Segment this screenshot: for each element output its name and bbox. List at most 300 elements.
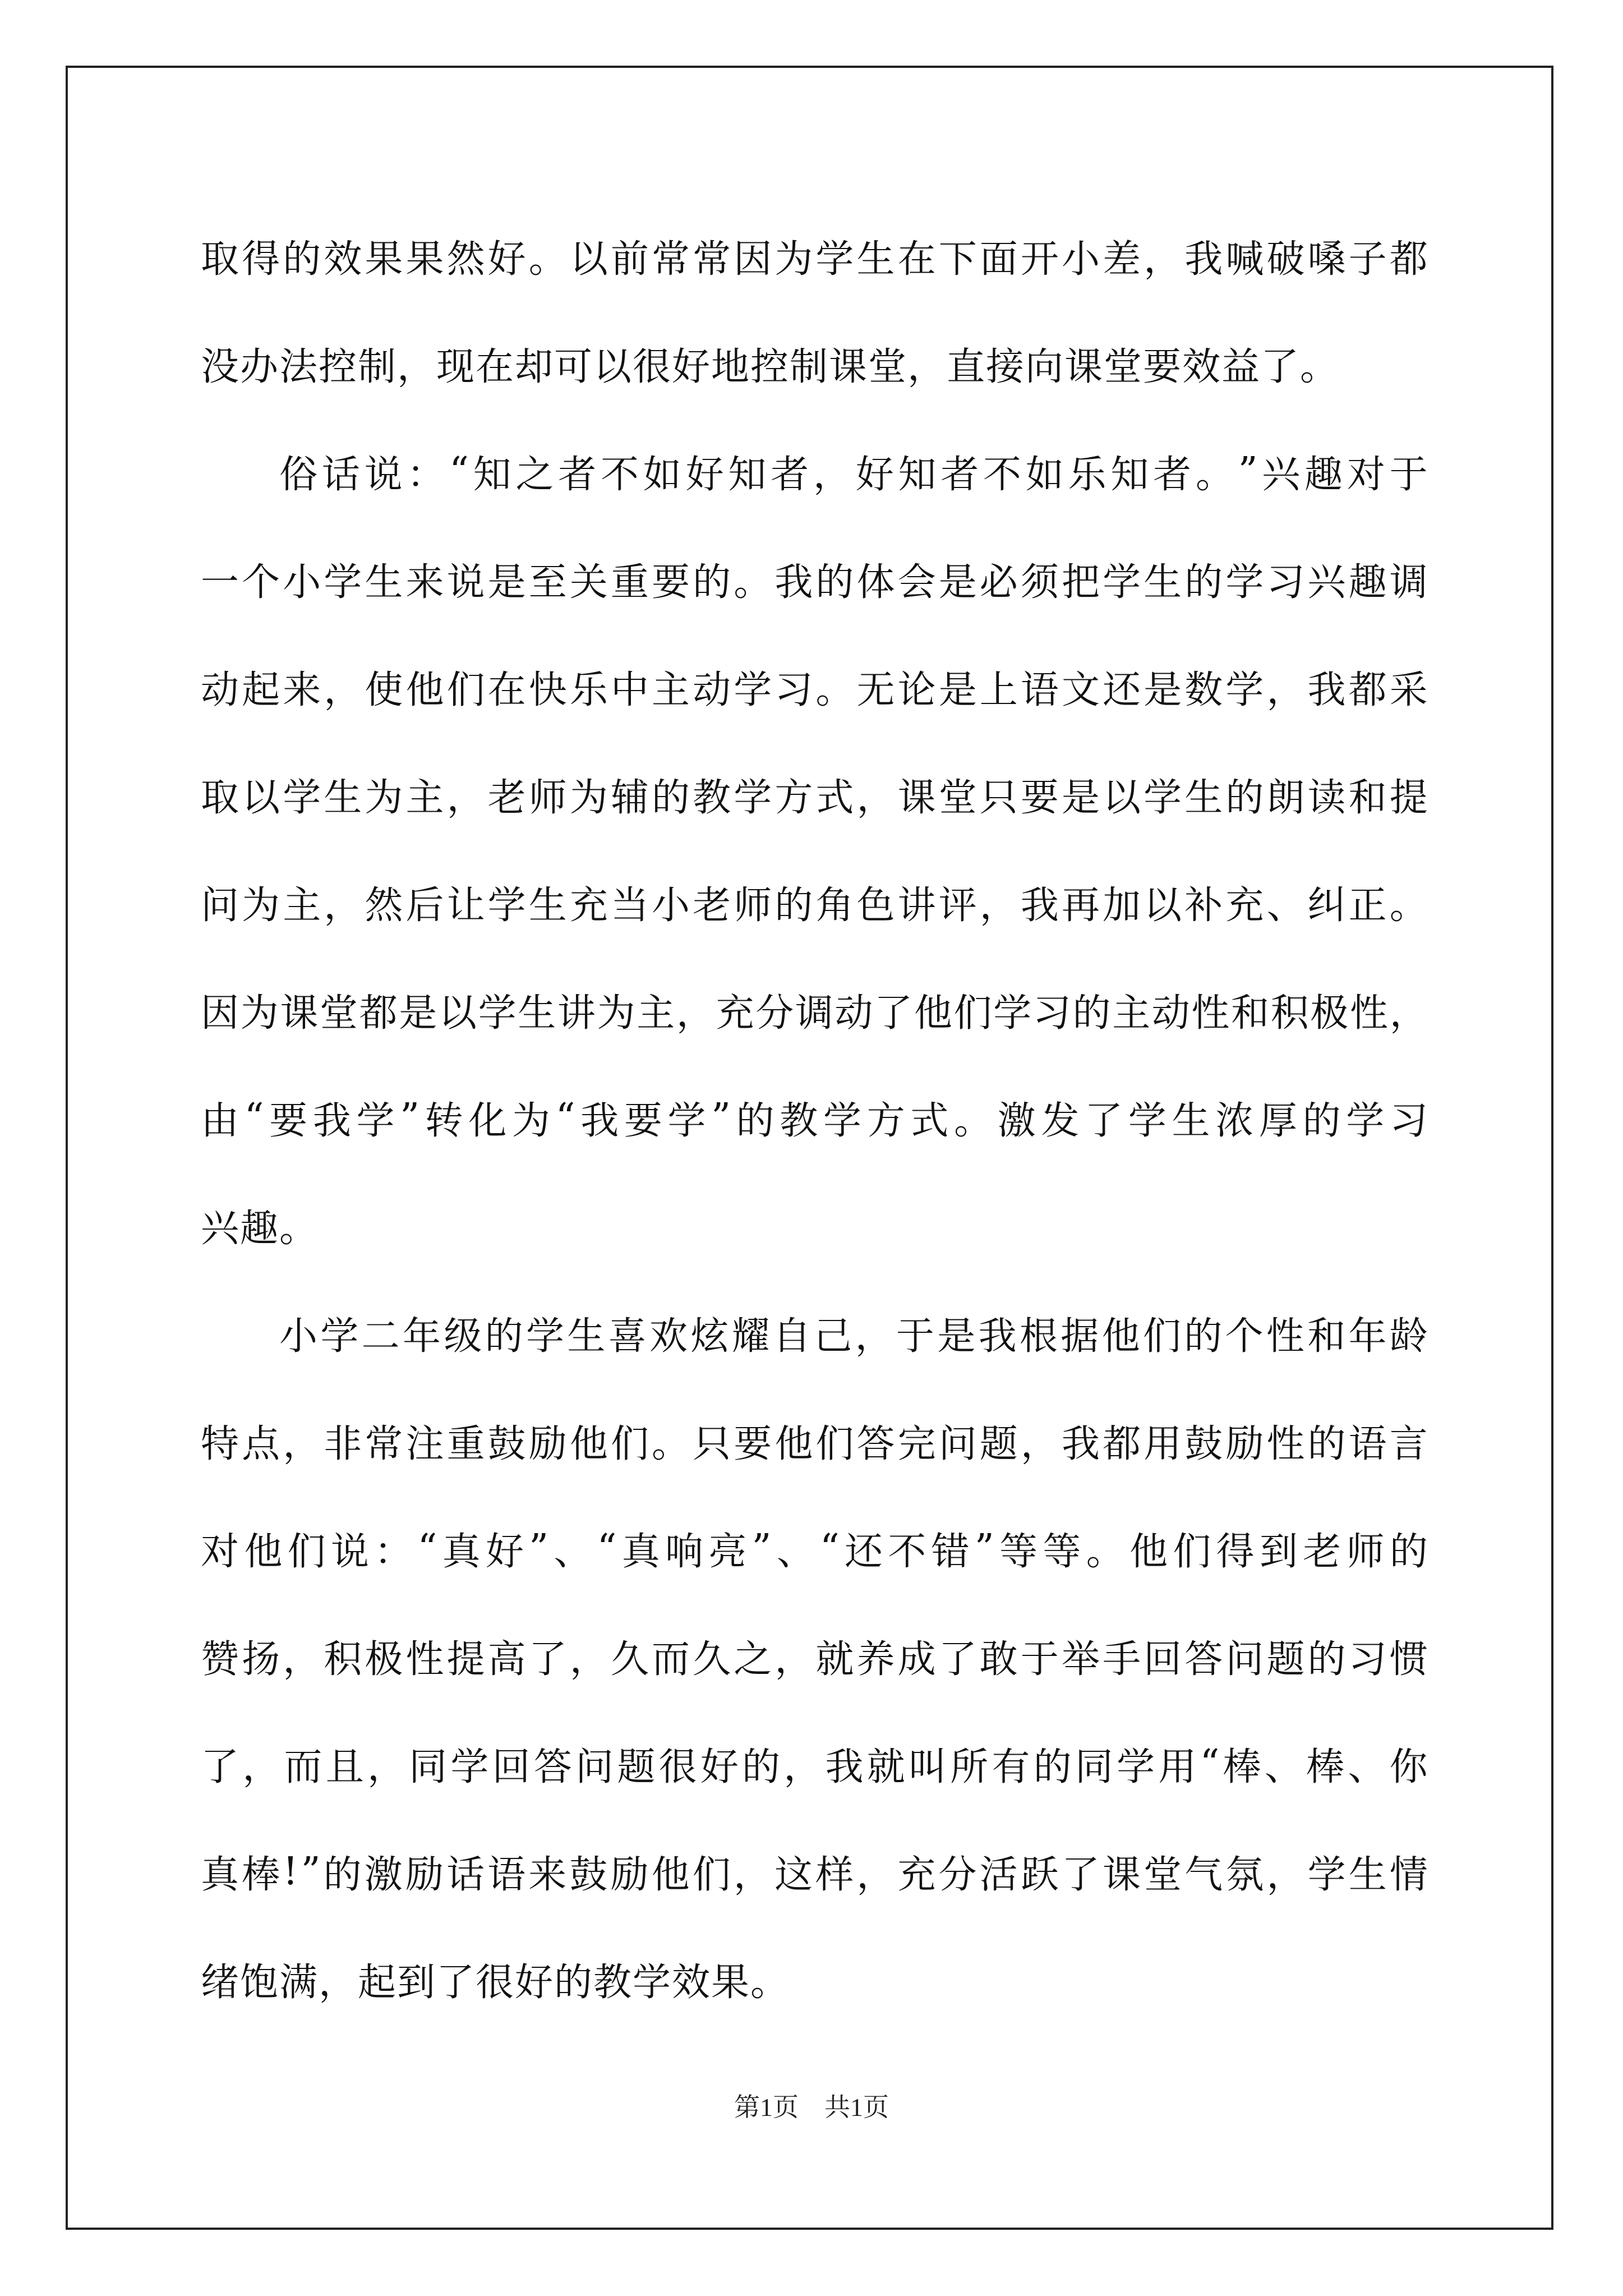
glyph: 龄 (1389, 1314, 1429, 1359)
glyph: 的 (652, 775, 691, 820)
glyph: 学 (1117, 1745, 1156, 1789)
glyph: 是 (399, 991, 439, 1036)
glyph: 因 (201, 991, 241, 1036)
glyph: 我 (580, 1098, 620, 1143)
glyph: 以 (438, 991, 478, 1036)
glyph: 点 (242, 1421, 282, 1466)
glyph: 厚 (1258, 1098, 1298, 1143)
glyph: 跃 (1020, 1852, 1060, 1897)
glyph: 充 (569, 883, 609, 928)
glyph: 学 (487, 883, 527, 928)
glyph: 我 (978, 1314, 1018, 1359)
glyph: 到 (1259, 1529, 1299, 1574)
text-line (201, 848, 1429, 956)
glyph: 题 (617, 1745, 657, 1789)
glyph: 的 (1184, 1314, 1224, 1359)
glyph: 面 (979, 237, 1019, 282)
glyph: ， (569, 1637, 609, 1682)
glyph: 为 (512, 1098, 552, 1143)
glyph: “ (244, 1095, 265, 1140)
glyph: 学 (1144, 775, 1183, 820)
glyph: 要 (652, 560, 691, 605)
glyph: 来 (405, 560, 445, 605)
glyph: 于 (1020, 1637, 1060, 1682)
glyph: 的 (1072, 991, 1112, 1036)
glyph: 加 (1103, 883, 1142, 928)
glyph: “ (820, 1526, 841, 1571)
text-line (201, 1064, 1429, 1171)
glyph: “ (417, 1526, 439, 1571)
glyph: 答 (1184, 1637, 1224, 1682)
glyph: ， (283, 1421, 322, 1466)
glyph: 是 (938, 668, 978, 712)
glyph: 上 (979, 668, 1019, 712)
glyph: 课 (897, 775, 937, 820)
glyph: 等 (999, 1529, 1039, 1574)
glyph: 学 (823, 1098, 863, 1143)
glyph: 为 (242, 883, 282, 928)
glyph: 我 (1184, 237, 1224, 282)
glyph: “ (597, 1526, 618, 1571)
glyph: 来 (528, 1852, 568, 1897)
glyph: 们 (1142, 1314, 1182, 1359)
glyph: 学 (320, 1314, 360, 1359)
glyph: 的 (1184, 560, 1224, 605)
glyph: 了 (1061, 1852, 1101, 1897)
glyph: 教 (780, 1098, 819, 1143)
text-line (201, 1602, 1429, 1710)
glyph: 知 (473, 452, 513, 497)
glyph: 的 (1033, 1745, 1073, 1789)
glyph: 且 (325, 1745, 365, 1789)
glyph: 充 (897, 1852, 937, 1897)
glyph: 取 (201, 237, 241, 282)
glyph: 来 (283, 668, 322, 712)
glyph: ， (1389, 991, 1429, 1036)
glyph: 。 (815, 668, 855, 712)
glyph: 真 (621, 1529, 661, 1574)
glyph: 方 (866, 1098, 906, 1143)
text-line: 没办法控制，现在却可以很好地控制课堂，直接向课堂要效益了。 (201, 344, 1340, 389)
glyph: 要 (269, 1098, 309, 1143)
glyph: 动 (1151, 991, 1191, 1036)
glyph: 然 (446, 237, 486, 282)
glyph: 他 (914, 991, 953, 1036)
glyph: 的 (1389, 1529, 1429, 1574)
glyph: 说 (330, 1529, 370, 1574)
glyph: 充 (716, 991, 755, 1036)
glyph: 兴 (1262, 452, 1302, 497)
glyph: 常 (365, 1421, 404, 1466)
glyph: 中 (610, 668, 650, 712)
glyph: 不 (888, 1529, 928, 1574)
glyph: 体 (856, 560, 896, 605)
glyph: ， (1266, 1852, 1306, 1897)
text-line (201, 1387, 1429, 1494)
glyph: 转 (425, 1098, 464, 1143)
glyph: 只 (979, 775, 1019, 820)
glyph: 激 (364, 1852, 404, 1897)
glyph: ” (751, 1526, 773, 1571)
glyph: 由 (201, 1098, 241, 1143)
glyph: 好 (487, 237, 527, 282)
glyph: 因 (734, 237, 773, 282)
glyph: 破 (1266, 237, 1306, 282)
glyph: 师 (1346, 1529, 1386, 1574)
glyph: 要 (1020, 775, 1060, 820)
glyph: 。 (1086, 1529, 1126, 1574)
glyph: 极 (365, 1637, 404, 1682)
glyph: 好 (485, 1529, 525, 1574)
glyph: 以 (242, 775, 282, 820)
glyph: ， (979, 883, 1019, 928)
glyph: 发 (1041, 1098, 1081, 1143)
glyph: 样 (815, 1852, 855, 1897)
glyph: 乐 (1068, 452, 1108, 497)
glyph: 所 (950, 1745, 990, 1789)
glyph: 欢 (649, 1314, 689, 1359)
glyph: 角 (815, 883, 855, 928)
glyph: 。 (954, 1098, 994, 1143)
text-line (201, 956, 1429, 1064)
glyph: 题 (1266, 1637, 1306, 1682)
glyph: 对 (201, 1529, 241, 1574)
glyph: 学 (1225, 560, 1265, 605)
glyph: 知 (728, 452, 768, 497)
glyph: “ (1200, 1741, 1221, 1786)
glyph: 有 (992, 1745, 1031, 1789)
glyph: 辅 (610, 775, 650, 820)
glyph: 励 (405, 1852, 445, 1897)
glyph: 要 (734, 1421, 773, 1466)
glyph: 都 (359, 991, 399, 1036)
glyph: 们 (287, 1529, 327, 1574)
glyph: 以 (1144, 883, 1183, 928)
glyph: 。 (734, 560, 773, 605)
text-line (201, 1710, 1429, 1818)
glyph: 举 (1061, 1637, 1101, 1682)
glyph: 方 (774, 775, 814, 820)
glyph: 话 (321, 452, 361, 497)
glyph: 敢 (979, 1637, 1019, 1682)
glyph: 朗 (1266, 775, 1306, 820)
glyph: 完 (897, 1421, 937, 1466)
glyph: 的 (283, 237, 322, 282)
glyph: 他 (569, 1421, 609, 1466)
glyph: 特 (201, 1421, 241, 1466)
glyph: 学 (1225, 668, 1265, 712)
glyph: 我 (774, 560, 814, 605)
glyph: 后 (405, 883, 445, 928)
glyph: 很 (658, 1745, 698, 1789)
glyph: 师 (734, 883, 773, 928)
glyph: 正 (1348, 883, 1388, 928)
glyph: 答 (856, 1421, 896, 1466)
glyph: 还 (1103, 668, 1142, 712)
glyph: 了 (874, 991, 914, 1036)
glyph: ， (1144, 237, 1183, 282)
glyph: 调 (1389, 560, 1429, 605)
glyph: 题 (979, 1421, 1019, 1466)
glyph: ， (242, 1745, 282, 1789)
glyph: 纠 (1307, 883, 1347, 928)
glyph: 分 (938, 1852, 978, 1897)
glyph: 久 (610, 1637, 650, 1682)
glyph: 回 (1144, 1637, 1183, 1682)
glyph: 动 (834, 991, 874, 1036)
glyph: 。 (1389, 883, 1429, 928)
glyph: 式 (815, 775, 855, 820)
glyph: 就 (866, 1745, 906, 1789)
glyph: ， (774, 1637, 814, 1682)
glyph: 的 (1307, 1637, 1347, 1682)
glyph: 课 (280, 991, 320, 1036)
glyph: 取 (201, 775, 241, 820)
glyph: 性 (1191, 991, 1231, 1036)
glyph: 如 (643, 452, 683, 497)
glyph: 习 (1266, 560, 1306, 605)
text-line (201, 740, 1429, 848)
glyph: 趣 (1304, 452, 1344, 497)
glyph: 学 (478, 991, 518, 1036)
glyph: ， (856, 1852, 896, 1897)
glyph: 问 (201, 883, 241, 928)
glyph: 采 (1389, 668, 1429, 712)
glyph: 们 (692, 1852, 732, 1897)
glyph: 喜 (608, 1314, 648, 1359)
glyph: 的 (485, 1314, 524, 1359)
glyph: 语 (487, 1852, 527, 1897)
glyph: 问 (1225, 1637, 1265, 1682)
glyph: 化 (468, 1098, 508, 1143)
glyph: 非 (324, 1421, 363, 1466)
text-line: 兴趣。 (201, 1206, 319, 1251)
glyph: 讲 (557, 991, 597, 1036)
glyph: 了 (938, 1637, 978, 1682)
glyph: 了 (1085, 1098, 1124, 1143)
glyph: 一 (201, 560, 241, 605)
glyph: 们 (610, 1421, 650, 1466)
glyph: 主 (1112, 991, 1152, 1036)
glyph: ， (367, 1745, 407, 1789)
glyph: 性 (1266, 1421, 1306, 1466)
glyph: 至 (528, 560, 568, 605)
glyph: ， (1266, 668, 1306, 712)
text-line (201, 202, 1429, 310)
glyph: 情 (1389, 1852, 1429, 1897)
glyph: 差 (1103, 237, 1142, 282)
glyph: 主 (652, 668, 691, 712)
glyph: 们 (1173, 1529, 1212, 1574)
glyph: 这 (774, 1852, 814, 1897)
glyph: 充 (1225, 883, 1265, 928)
glyph: 答 (533, 1745, 573, 1789)
glyph: 都 (1348, 668, 1388, 712)
glyph: 者 (1153, 452, 1193, 497)
glyph: 数 (1184, 668, 1224, 712)
glyph: 生 (1184, 775, 1224, 820)
glyph: 、 (776, 1529, 816, 1574)
glyph: 无 (856, 668, 896, 712)
glyph: 学 (734, 775, 773, 820)
glyph: 个 (242, 560, 282, 605)
glyph: 得 (1216, 1529, 1256, 1574)
glyph: 在 (897, 237, 937, 282)
glyph: 活 (979, 1852, 1019, 1897)
glyph: 亮 (708, 1529, 748, 1574)
glyph: 积 (1270, 991, 1310, 1036)
glyph: 们 (446, 668, 486, 712)
glyph: 习 (1348, 1637, 1388, 1682)
glyph: 是 (937, 1314, 977, 1359)
glyph: 就 (815, 1637, 855, 1682)
glyph: 动 (693, 668, 732, 712)
glyph: 的 (774, 883, 814, 928)
glyph: 他 (244, 1529, 284, 1574)
glyph: 成 (897, 1637, 937, 1682)
glyph: 小 (279, 1314, 319, 1359)
glyph: 学 (734, 668, 773, 712)
glyph: 生 (518, 991, 557, 1036)
glyph: 使 (365, 668, 404, 712)
glyph: 赞 (201, 1637, 241, 1682)
glyph: 励 (1225, 1421, 1265, 1466)
glyph: 了 (528, 1637, 568, 1682)
glyph: 生 (1144, 560, 1183, 605)
glyph: 我 (825, 1745, 865, 1789)
glyph: 同 (1075, 1745, 1114, 1789)
glyph: ： (374, 1529, 414, 1574)
glyph: 鼓 (1184, 1421, 1224, 1466)
glyph: 分 (755, 991, 795, 1036)
glyph: 堂 (1144, 1852, 1183, 1897)
glyph: 教 (693, 775, 732, 820)
glyph: 了 (201, 1745, 241, 1789)
glyph: 之 (515, 452, 555, 497)
glyph: 小 (1061, 237, 1101, 282)
glyph: 学 (283, 775, 322, 820)
glyph: 关 (569, 560, 609, 605)
glyph: 。 (652, 1421, 691, 1466)
glyph: 和 (1348, 775, 1388, 820)
glyph: 他 (405, 668, 445, 712)
glyph: 炫 (690, 1314, 730, 1359)
glyph: 生 (1172, 1098, 1211, 1143)
glyph: 叫 (908, 1745, 948, 1789)
glyph: 养 (856, 1637, 896, 1682)
glyph: 同 (409, 1745, 449, 1789)
glyph: 言 (1389, 1421, 1429, 1466)
glyph: 重 (610, 560, 650, 605)
glyph: 、 (1266, 883, 1306, 928)
glyph: 生 (856, 237, 896, 282)
glyph: 老 (487, 775, 527, 820)
glyph: 生 (1348, 1852, 1388, 1897)
glyph: 用 (1158, 1745, 1198, 1789)
glyph: 的 (1225, 775, 1265, 820)
glyph: 要 (624, 1098, 663, 1143)
glyph: 之 (734, 1637, 773, 1682)
glyph: 真 (442, 1529, 482, 1574)
paragraph-first-line (201, 417, 1429, 525)
glyph: 说 (364, 452, 404, 497)
glyph: 极 (1310, 991, 1350, 1036)
glyph: 然 (365, 883, 404, 928)
glyph: 学 (1307, 1852, 1347, 1897)
paragraph-first-line (201, 1279, 1429, 1387)
glyph: 学 (993, 991, 1033, 1036)
glyph: 语 (1348, 1421, 1388, 1466)
glyph: 我 (1061, 1421, 1101, 1466)
glyph: ! (283, 1849, 299, 1894)
glyph: 说 (446, 560, 486, 605)
glyph: 者 (558, 452, 598, 497)
glyph: ， (856, 775, 896, 820)
glyph: 只 (693, 1421, 732, 1466)
glyph: 的 (323, 1852, 363, 1897)
glyph: 主 (637, 991, 676, 1036)
glyph: 喊 (1225, 237, 1265, 282)
glyph: 师 (528, 775, 568, 820)
glyph: 高 (487, 1637, 527, 1682)
glyph: 生 (528, 883, 568, 928)
glyph: ， (783, 1745, 823, 1789)
glyph: 他 (1101, 1314, 1141, 1359)
glyph: 学 (1346, 1098, 1386, 1143)
glyph: ” (400, 1095, 421, 1140)
glyph: 我 (312, 1098, 352, 1143)
text-line (201, 1494, 1429, 1602)
glyph: 学 (324, 560, 363, 605)
glyph: 问 (575, 1745, 615, 1789)
glyph: 、 (1264, 1745, 1304, 1789)
glyph: 须 (1020, 560, 1060, 605)
glyph: 是 (487, 560, 527, 605)
glyph: ” (301, 1849, 322, 1894)
glyph: 常 (652, 237, 691, 282)
glyph: 生 (567, 1314, 607, 1359)
glyph: 自 (772, 1314, 812, 1359)
glyph: 开 (1020, 237, 1060, 282)
glyph: 回 (492, 1745, 532, 1789)
glyph: 俗 (279, 452, 319, 497)
glyph: 好 (685, 452, 725, 497)
glyph: 励 (528, 1421, 568, 1466)
glyph: 必 (979, 560, 1019, 605)
glyph: 己 (814, 1314, 854, 1359)
glyph: ， (1020, 1421, 1060, 1466)
glyph: 学 (1103, 560, 1142, 605)
glyph: 年 (1348, 1314, 1388, 1359)
glyph: 语 (1020, 668, 1060, 712)
text-line (201, 525, 1429, 633)
glyph: 堂 (319, 991, 359, 1036)
glyph: 。 (1195, 452, 1235, 497)
glyph: 的 (742, 1745, 782, 1789)
glyph: 鼓 (487, 1421, 527, 1466)
glyph: ， (283, 1637, 322, 1682)
glyph: 级 (444, 1314, 483, 1359)
glyph: 是 (938, 560, 978, 605)
glyph: 趣 (1348, 560, 1388, 605)
glyph: 你 (1389, 1745, 1429, 1789)
glyph: 问 (938, 1421, 978, 1466)
glyph: 真 (201, 1852, 241, 1897)
glyph: 当 (610, 883, 650, 928)
glyph: 以 (569, 237, 609, 282)
glyph: 让 (446, 883, 486, 928)
glyph: 的 (736, 1098, 776, 1143)
